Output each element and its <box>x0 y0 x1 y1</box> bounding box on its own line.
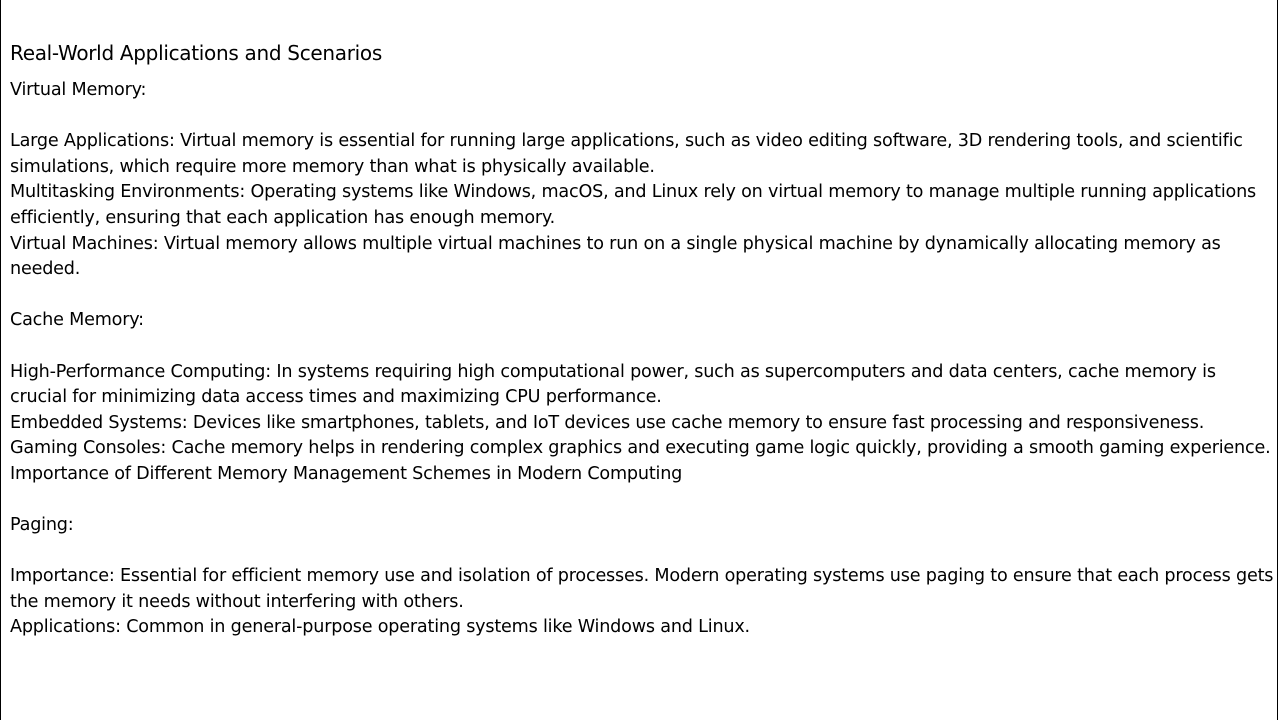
paragraph-multitasking-environments: Multitasking Environments: Operating systems like Windows, macOS, and Linux rely on virtual memory to manage multiple running applications efficiently, ensuring that each application has enough memory. <box>10 182 1256 228</box>
paragraph-paging-applications: Applications: Common in general-purpose operating systems like Windows and Linux. <box>10 617 750 638</box>
paragraph-large-applications: Large Applications: Virtual memory is essential for running large applications, such as video editing software, 3D rendering tools, and scientific simulations, which require more memory than what is physically available. <box>10 131 1243 177</box>
document-content <box>10 38 1274 641</box>
paragraph-importance-heading: Importance of Different Memory Management Schemes in Modern Computing <box>10 463 683 484</box>
paragraph-paging-importance: Importance: Essential for efficient memory use and isolation of processes. Modern operating systems use paging to ensure that each process gets the memory it needs without interfering with others. <box>10 566 1274 612</box>
section-heading-paging: Paging: <box>10 515 74 536</box>
paragraph-gaming-consoles: Gaming Consoles: Cache memory helps in rendering complex graphics and executing game logic quickly, providing a smooth gaming experience. <box>10 438 1271 459</box>
blank-line <box>10 283 1274 309</box>
blank-line <box>10 104 1274 130</box>
paragraph-virtual-machines: Virtual Machines: Virtual memory allows multiple virtual machines to run on a single physical machine by dynamically allocating memory as needed. <box>10 233 1221 280</box>
paragraph-embedded-systems: Embedded Systems: Devices like smartphones, tablets, and IoT devices use cache memory to ensure fast processing and responsiveness. <box>10 412 1205 433</box>
blank-line <box>10 334 1274 360</box>
section-heading-cache-memory: Cache Memory: <box>10 310 144 331</box>
blank-line <box>10 488 1274 514</box>
page-title: Real-World Applications and Scenarios <box>10 41 382 65</box>
paragraph-high-performance-computing: High-Performance Computing: In systems requiring high computational power, such as supercomputers and data centers, cache memory is crucial for minimizing data access times and maximizing CPU performance. <box>10 361 1216 408</box>
section-heading-virtual-memory: Virtual Memory: <box>10 80 147 100</box>
blank-line <box>10 539 1274 565</box>
